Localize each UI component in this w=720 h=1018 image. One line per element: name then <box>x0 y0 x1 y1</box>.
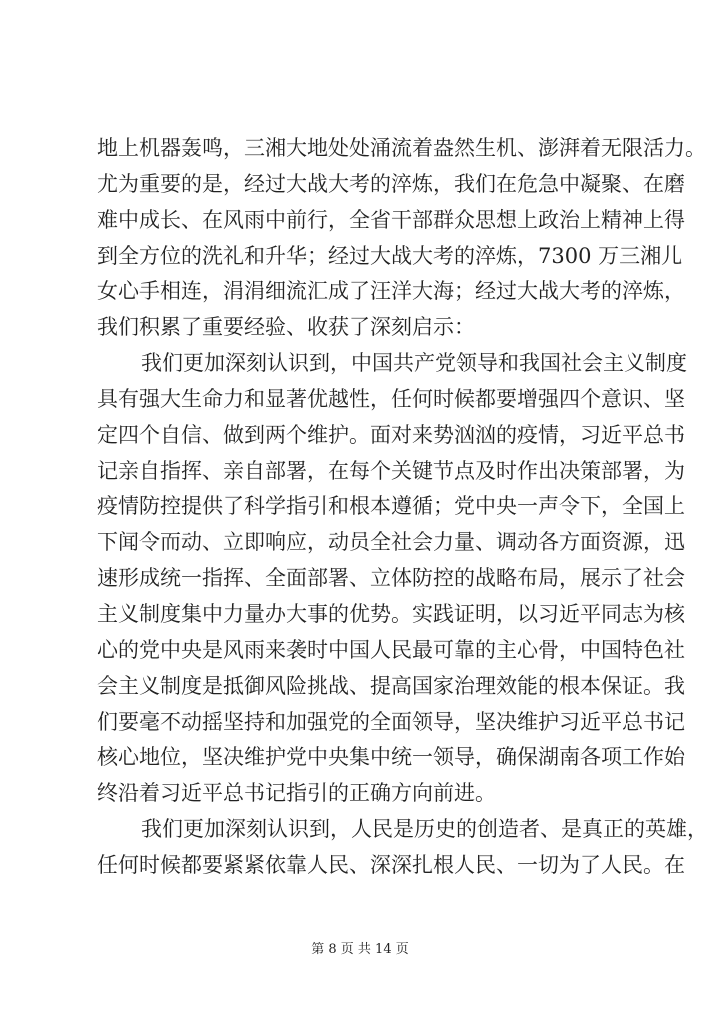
text-line: 我们更加深刻认识到，人民是历史的创造者、是真正的英雄， <box>141 817 708 842</box>
text-line: 定四个自信、做到两个维护。面对来势汹汹的疫情，习近平总书 <box>97 422 685 447</box>
text-line: 我们更加深刻认识到，中国共产党领导和我国社会主义制度 <box>141 351 687 376</box>
text-line: 尤为重要的是，经过大战大考的淬炼，我们在危急中凝聚、在磨 <box>97 171 685 196</box>
text-line: 主义制度集中力量办大事的优势。实践证明，以习近平同志为核 <box>97 601 685 626</box>
paragraph <box>97 812 708 884</box>
page-footer: 第 8 页 共 14 页 <box>311 942 409 957</box>
text-line: 终沿着习近平总书记指引的正确方向前进。 <box>97 781 496 806</box>
text-line: 疫情防控提供了科学指引和根本遵循；党中央一声令下，全国上 <box>97 494 685 519</box>
text-line: 会主义制度是抵御风险挑战、提高国家治理效能的根本保证。我 <box>97 673 685 698</box>
text-line: 核心地位，坚决维护党中央集中统一领导，确保湖南各项工作始 <box>97 745 685 770</box>
paragraph <box>97 131 706 346</box>
text-line: 记亲自指挥、亲自部署，在每个关键节点及时作出决策部署，为 <box>97 458 685 483</box>
text-line: 任何时候都要紧紧依靠人民、深深扎根人民、一切为了人民。在 <box>97 852 685 877</box>
text-line: 地上机器轰鸣，三湘大地处处涌流着盎然生机、澎湃着无限活力。 <box>97 136 706 160</box>
body-text <box>97 131 708 884</box>
text-line: 心的党中央是风雨来袭时中国人民最可靠的主心骨，中国特色社 <box>97 637 685 662</box>
text-line: 到全方位的洗礼和升华；经过大战大考的淬炼，7300 万三湘儿 <box>97 243 683 268</box>
text-line: 下闻令而动、立即响应，动员全社会力量、调动各方面资源，迅 <box>97 530 685 555</box>
text-line: 速形成统一指挥、全面部署、立体防控的战略布局，展示了社会 <box>97 566 685 591</box>
text-line: 难中成长、在风雨中前行，全省干部群众思想上政治上精神上得 <box>97 207 685 232</box>
text-line: 我们积累了重要经验、收获了深刻启示： <box>97 315 475 340</box>
text-line: 们要毫不动摇坚持和加强党的全面领导，坚决维护习近平总书记 <box>97 709 685 734</box>
paragraph <box>97 346 687 812</box>
text-line: 女心手相连，涓涓细流汇成了汪洋大海；经过大战大考的淬炼， <box>97 279 685 304</box>
text-line: 具有强大生命力和显著优越性，任何时候都要增强四个意识、坚 <box>97 386 685 411</box>
